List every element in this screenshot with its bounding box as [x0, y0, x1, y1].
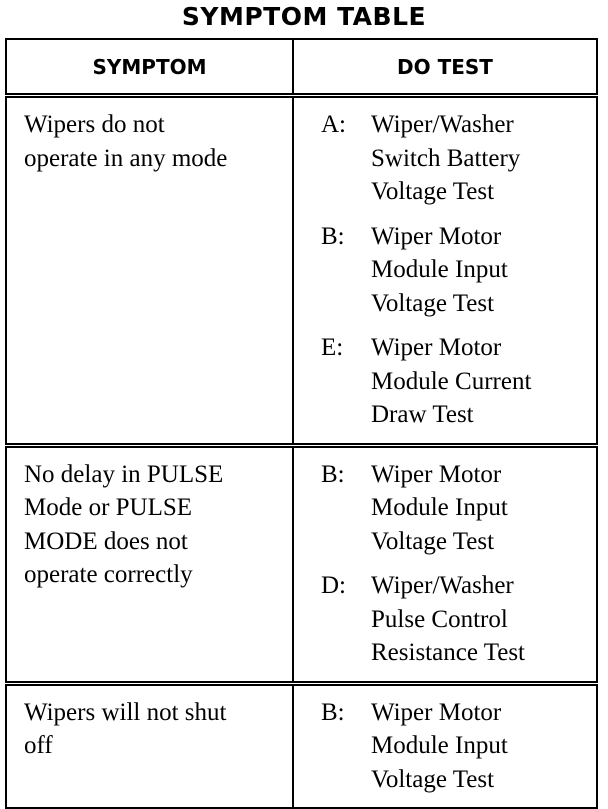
table-row [6, 96, 597, 446]
test-code: B: [321, 222, 345, 250]
test-item [321, 331, 588, 432]
test-code: B: [321, 460, 345, 488]
test-code: A: [321, 111, 346, 138]
header-row [6, 39, 597, 96]
test-item [321, 696, 588, 797]
test-code: D: [321, 572, 346, 599]
test-description: Wiper Motor Module Input Voltage Test [371, 222, 508, 317]
symptom-text: No delay in PULSE Mode or PULSE MODE does not operate correctly [24, 460, 224, 588]
symptom-column-header: SYMPTOM [6, 39, 293, 96]
test-code: B: [321, 698, 345, 726]
symptom-table [5, 38, 598, 809]
test-description: Wiper/Washer Pulse Control Resistance Test [371, 572, 526, 666]
test-description: Wiper Motor Module Input Voltage Test [371, 460, 508, 555]
symptom-cell [6, 445, 293, 683]
test-item [321, 108, 588, 209]
table-row [6, 683, 597, 808]
do-test-cell [293, 683, 597, 808]
test-description: Wiper Motor Module Current Draw Test [371, 334, 532, 428]
symptom-text: Wipers do not operate in any mode [24, 111, 228, 172]
symptom-text: Wipers will not shut off [24, 698, 227, 759]
test-description: Wiper/Washer Switch Battery Voltage Test [371, 111, 521, 205]
symptom-cell [6, 96, 293, 446]
table-title: SYMPTOM TABLE [181, 2, 427, 31]
symptom-cell [6, 683, 293, 808]
test-code: E: [321, 334, 344, 361]
test-item [321, 569, 588, 670]
test-description: Wiper Motor Module Input Voltage Test [371, 698, 508, 793]
test-item [321, 458, 588, 559]
do-test-column-header: DO TEST [293, 39, 597, 96]
table-row [6, 445, 597, 683]
do-test-cell [293, 445, 597, 683]
test-item [321, 220, 588, 321]
do-test-cell [293, 96, 597, 446]
